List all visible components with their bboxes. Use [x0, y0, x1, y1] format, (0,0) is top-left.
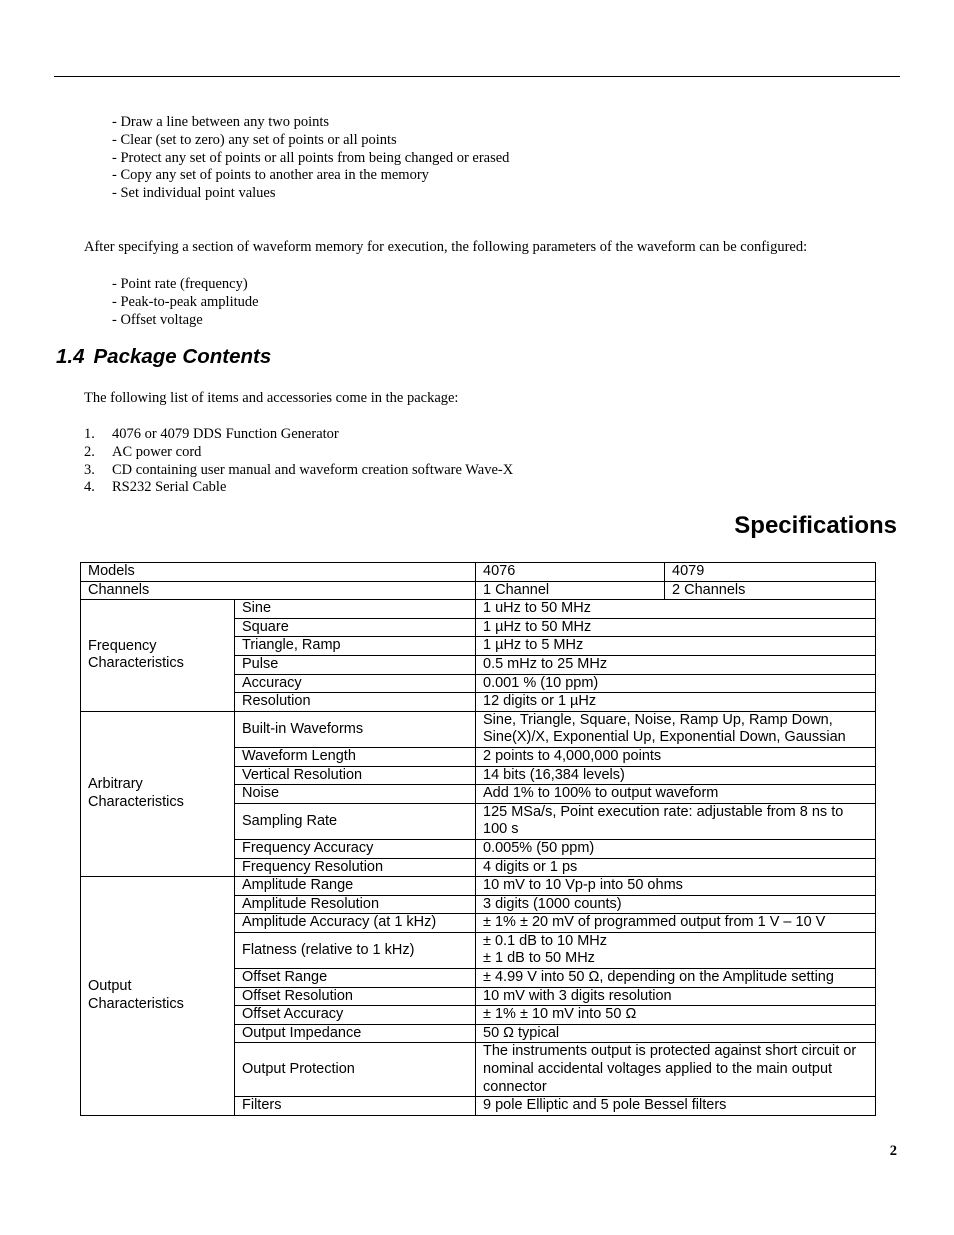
specifications-title: Specifications	[734, 512, 897, 539]
section-title: Package Contents	[93, 345, 272, 368]
list-item: 2. AC power cord	[84, 443, 202, 460]
group-label: Output Characteristics	[81, 877, 235, 1116]
table-cell: Models	[81, 563, 476, 582]
table-cell: 10 mV to 10 Vp-p into 50 ohms	[476, 877, 876, 896]
header-rule	[54, 76, 900, 77]
package-intro: The following list of items and accessories come in the package:	[84, 390, 459, 406]
table-cell: Offset Range	[235, 969, 476, 988]
table-cell: Sampling Rate	[235, 803, 476, 839]
table-cell: ± 0.1 dB to 10 MHz ± 1 dB to 50 MHz	[476, 932, 876, 968]
list-item: 3. CD containing user manual and waveform creation software Wave-X	[84, 461, 514, 478]
table-cell: 1 µHz to 5 MHz	[476, 637, 876, 656]
table-cell: Amplitude Resolution	[235, 895, 476, 914]
group-label: Frequency Characteristics	[81, 600, 235, 712]
section-number: 1.4	[56, 345, 85, 368]
table-cell: Sine	[235, 600, 476, 619]
table-cell: 125 MSa/s, Point execution rate: adjustable from 8 ns to 100 s	[476, 803, 876, 839]
list-item: 1. 4076 or 4079 DDS Function Generator	[84, 426, 339, 442]
table-cell: 1 uHz to 50 MHz	[476, 600, 876, 619]
table-cell: Sine, Triangle, Square, Noise, Ramp Up, Ramp Down, Sine(X)/X, Exponential Up, Exponential Down, Gaussian	[476, 711, 876, 747]
table-cell: Add 1% to 100% to output waveform	[476, 785, 876, 804]
table-cell: Waveform Length	[235, 747, 476, 766]
table-cell: 0.005% (50 ppm)	[476, 839, 876, 858]
table-cell: Offset Accuracy	[235, 1006, 476, 1025]
table-row	[81, 877, 876, 896]
list-item: - Point rate (frequency)	[112, 276, 248, 292]
table-cell: 50 Ω typical	[476, 1024, 876, 1043]
table-row	[81, 581, 876, 600]
table-cell: Amplitude Accuracy (at 1 kHz)	[235, 914, 476, 933]
table-cell: 0.001 % (10 ppm)	[476, 674, 876, 693]
list-item: - Copy any set of points to another area in the memory	[112, 167, 429, 184]
table-cell: 4076	[476, 563, 665, 582]
table-cell: Flatness (relative to 1 kHz)	[235, 932, 476, 968]
section-heading	[56, 345, 271, 369]
list-item: - Offset voltage	[112, 312, 203, 328]
table-cell: Channels	[81, 581, 476, 600]
table-cell: Resolution	[235, 693, 476, 712]
table-cell: 12 digits or 1 µHz	[476, 693, 876, 712]
table-cell: 3 digits (1000 counts)	[476, 895, 876, 914]
package-list	[84, 426, 513, 497]
parameter-bullet-list	[112, 275, 259, 329]
list-item: - Draw a line between any two points	[112, 114, 330, 130]
page-number: 2	[889, 1143, 897, 1159]
list-item: 4. RS232 Serial Cable	[84, 479, 227, 496]
table-cell: Output Protection	[235, 1043, 476, 1097]
table-row	[81, 711, 876, 747]
table-cell: Pulse	[235, 655, 476, 674]
table-cell: 4079	[665, 563, 876, 582]
table-cell: 10 mV with 3 digits resolution	[476, 987, 876, 1006]
specifications-table	[80, 562, 876, 1116]
table-cell: ± 4.99 V into 50 Ω, depending on the Amplitude setting	[476, 969, 876, 988]
list-item: - Protect any set of points or all points from being changed or erased	[112, 149, 510, 166]
table-cell: 1 Channel	[476, 581, 665, 600]
table-cell: Amplitude Range	[235, 877, 476, 896]
intro-bullet-list	[112, 114, 509, 203]
list-item: - Clear (set to zero) any set of points or all points	[112, 131, 397, 148]
table-cell: Built-in Waveforms	[235, 711, 476, 747]
table-cell: 1 µHz to 50 MHz	[476, 618, 876, 637]
table-cell: Square	[235, 618, 476, 637]
table-cell: Frequency Resolution	[235, 858, 476, 877]
table-row	[81, 600, 876, 619]
table-cell: ± 1% ± 20 mV of programmed output from 1 V – 10 V	[476, 914, 876, 933]
table-cell: Accuracy	[235, 674, 476, 693]
list-item: - Peak-to-peak amplitude	[112, 294, 259, 310]
table-cell: 14 bits (16,384 levels)	[476, 766, 876, 785]
waveform-paragraph: After specifying a section of waveform memory for execution, the following parameters of the waveform can be configured:	[84, 239, 808, 255]
table-cell: 2 points to 4,000,000 points	[476, 747, 876, 766]
table-cell: 9 pole Elliptic and 5 pole Bessel filters	[476, 1097, 876, 1116]
table-cell: Filters	[235, 1097, 476, 1116]
table-cell: 2 Channels	[665, 581, 876, 600]
table-cell: Offset Resolution	[235, 987, 476, 1006]
table-cell: Output Impedance	[235, 1024, 476, 1043]
table-cell: The instruments output is protected against short circuit or nominal accidental voltages applied to the main output connector	[476, 1043, 876, 1097]
table-row	[81, 563, 876, 582]
group-label: Arbitrary Characteristics	[81, 711, 235, 876]
table-cell: 4 digits or 1 ps	[476, 858, 876, 877]
table-cell: Noise	[235, 785, 476, 804]
table-cell: ± 1% ± 10 mV into 50 Ω	[476, 1006, 876, 1025]
table-cell: Frequency Accuracy	[235, 839, 476, 858]
table-cell: Vertical Resolution	[235, 766, 476, 785]
table-cell: Triangle, Ramp	[235, 637, 476, 656]
table-cell: 0.5 mHz to 25 MHz	[476, 655, 876, 674]
list-item: - Set individual point values	[112, 185, 276, 202]
